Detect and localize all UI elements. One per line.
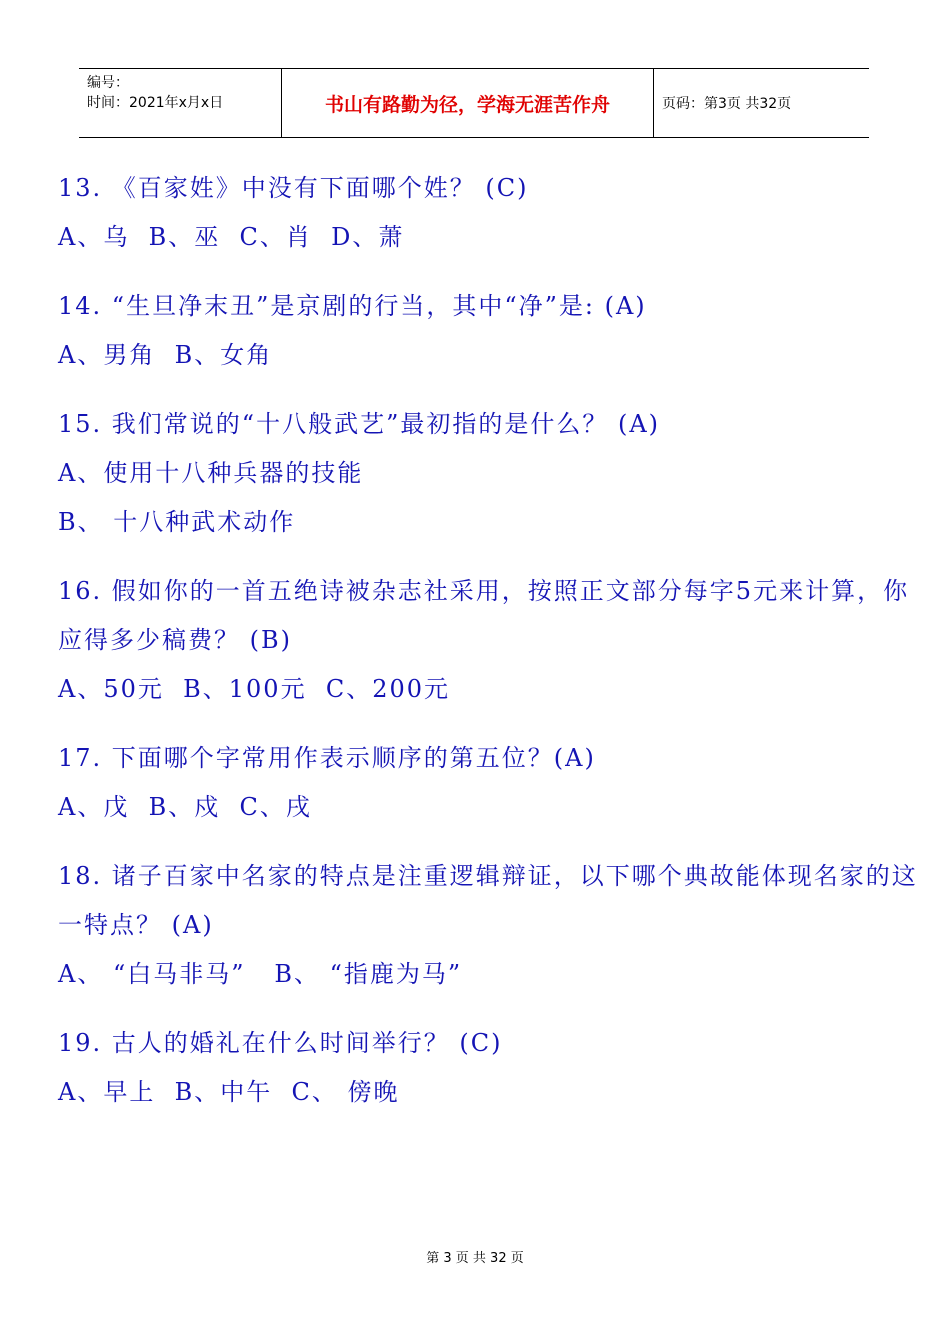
question-16 — [58, 567, 918, 714]
question-text: 18. 诸子百家中名家的特点是注重逻辑辩证，以下哪个典故能体现名家的这一特点？ (A) — [58, 862, 918, 939]
question-14 — [58, 282, 918, 380]
header-page-label: 页码：第3页 共32页 — [662, 96, 792, 112]
document-header — [79, 68, 869, 138]
question-text: 19. 古人的婚礼在什么时间举行？ (C) — [58, 1029, 503, 1057]
question-options: A、早上 B、中午 C、 傍晚 — [58, 1078, 400, 1106]
question-options: A、戊 B、戍 C、戌 — [58, 793, 312, 821]
question-option-b: B、 十八种武术动作 — [58, 508, 296, 536]
header-motto: 书山有路勤为径，学海无涯苦作舟 — [282, 69, 654, 137]
question-options: A、乌 B、巫 C、肖 D、萧 — [58, 223, 405, 251]
question-text: 14. “生旦净末丑”是京剧的行当，其中“净”是: (A) — [58, 292, 647, 320]
question-options: A、男角 B、女角 — [58, 341, 273, 369]
question-list — [58, 164, 918, 1137]
question-options: A、50元 B、100元 C、200元 — [58, 675, 451, 703]
page-footer: 第 3 页 共 32 页 — [426, 1251, 524, 1266]
question-15 — [58, 400, 918, 547]
question-options: A、 “白马非马” B、 “指鹿为马” — [58, 960, 463, 988]
question-17 — [58, 734, 918, 832]
question-text: 15. 我们常说的“十八般武艺”最初指的是什么？ (A) — [58, 410, 661, 438]
time-label: 时间：2021年x月x日 — [87, 95, 224, 111]
question-option-a: A、使用十八种兵器的技能 — [58, 459, 364, 487]
question-text: 17. 下面哪个字常用作表示顺序的第五位？(A) — [58, 744, 596, 772]
code-label: 编号： — [87, 75, 129, 91]
question-text: 16. 假如你的一首五绝诗被杂志社采用，按照正文部分每字5元来计算，你应得多少稿费？ (B) — [58, 577, 910, 654]
header-meta — [79, 69, 282, 137]
question-13 — [58, 164, 918, 262]
question-19 — [58, 1019, 918, 1117]
question-text: 13. 《百家姓》中没有下面哪个姓？ (C) — [58, 174, 529, 202]
question-18 — [58, 852, 918, 999]
